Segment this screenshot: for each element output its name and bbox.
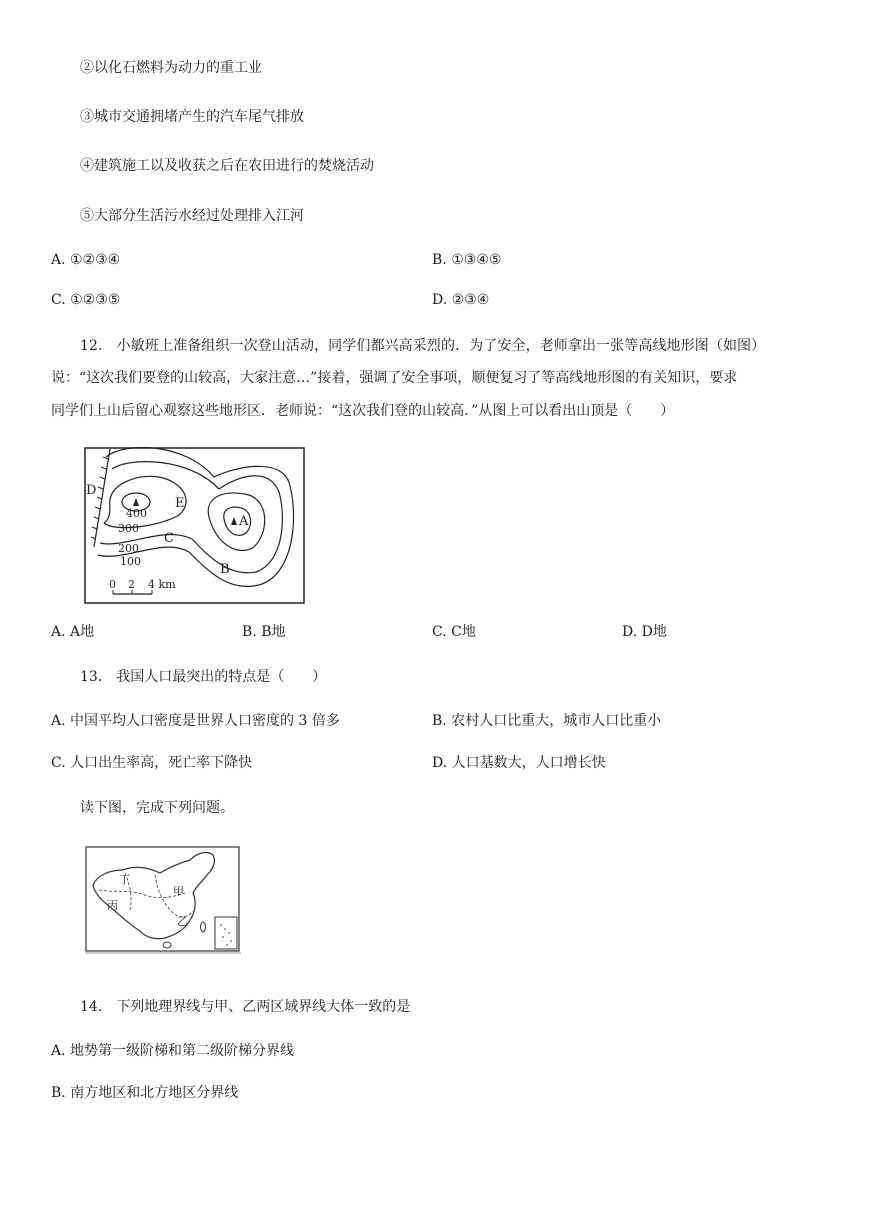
read-instruction: 读下图，完成下列问题。 bbox=[80, 800, 234, 816]
q11-option-c[interactable]: C. ①②③⑤ bbox=[51, 292, 121, 308]
q13-question: 13． 我国人口最突出的特点是（ ） bbox=[80, 669, 327, 685]
q11-option-a[interactable]: A. ①②③④ bbox=[51, 252, 121, 268]
map-region-ding: 丁 bbox=[119, 873, 130, 886]
q11-item-3: ③城市交通拥堵产生的汽车尾气排放 bbox=[80, 109, 304, 125]
q12-option-b[interactable]: B. B地 bbox=[242, 624, 286, 640]
q12-question-line-2: 说：“这次我们要登的山较高，大家注意…”接着，强调了安全事项，顺便复习了等高线地形图的有关知识，要求 bbox=[51, 370, 738, 386]
q13-option-b[interactable]: B. 农村人口比重大，城市人口比重小 bbox=[432, 713, 662, 729]
map-region-yi: 乙 bbox=[177, 915, 188, 928]
map-label-b: B bbox=[220, 562, 230, 577]
map-label-c: C bbox=[164, 531, 174, 546]
q12-option-c[interactable]: C. C地 bbox=[432, 624, 476, 640]
q11-item-5: ⑤大部分生活污水经过处理排入江河 bbox=[80, 208, 304, 224]
china-map bbox=[85, 845, 241, 955]
contour-label-100: 100 bbox=[120, 555, 141, 568]
q12-question-line-3: 同学们上山后留心观察这些地形区．老师说：“这次我们登的山较高．”从图上可以看出山顶是（ ） bbox=[51, 403, 675, 419]
q11-option-d[interactable]: D. ②③④ bbox=[432, 292, 490, 308]
map-region-bing: 丙 bbox=[107, 899, 118, 912]
q11-option-b[interactable]: B. ①③④⑤ bbox=[432, 252, 502, 268]
q14-question: 14． 下列地理界线与甲、乙两区域界线大体一致的是 bbox=[80, 999, 411, 1015]
q13-option-c[interactable]: C. 人口出生率高，死亡率下降快 bbox=[51, 755, 253, 771]
contour-label-400: 400 bbox=[126, 507, 147, 520]
q11-item-4: ④建筑施工以及收获之后在农田进行的焚烧活动 bbox=[80, 158, 374, 174]
q11-item-2: ②以化石燃料为动力的重工业 bbox=[80, 60, 262, 76]
map-label-a: A bbox=[239, 514, 249, 529]
q12-question-line-1: 12． 小敏班上准备组织一次登山活动，同学们都兴高采烈的．为了安全，老师拿出一张等高线地形图（如图） bbox=[80, 338, 766, 354]
q14-option-a[interactable]: A. 地势第一级阶梯和第二级阶梯分界线 bbox=[51, 1043, 295, 1059]
map-label-e: E bbox=[175, 496, 185, 511]
q12-option-a[interactable]: A. A地 bbox=[51, 624, 95, 640]
scale-label-2: 2 bbox=[128, 578, 135, 591]
scale-label-4km: 4 km bbox=[148, 578, 176, 591]
scale-label-0: 0 bbox=[109, 578, 116, 591]
contour-map bbox=[84, 447, 306, 605]
q13-option-a[interactable]: A. 中国平均人口密度是世界人口密度的 3 倍多 bbox=[51, 713, 340, 729]
q13-option-d[interactable]: D. 人口基数大，人口增长快 bbox=[432, 755, 606, 771]
contour-label-200: 200 bbox=[118, 542, 139, 555]
contour-label-300: 300 bbox=[118, 522, 139, 535]
map-label-d: D bbox=[86, 483, 97, 498]
q14-option-b[interactable]: B. 南方地区和北方地区分界线 bbox=[51, 1085, 239, 1101]
q12-option-d[interactable]: D. D地 bbox=[622, 624, 667, 640]
map-region-jia: 甲 bbox=[173, 885, 184, 898]
